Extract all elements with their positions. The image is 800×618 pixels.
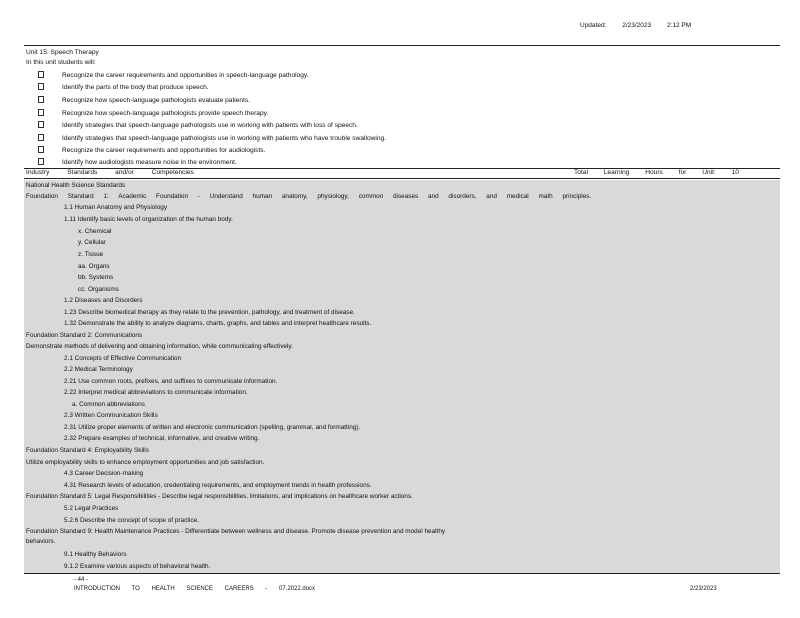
footer-date: 2/23/2023 bbox=[690, 586, 717, 592]
standard-row: Foundation Standard 9: Health Maintenance Practices - Differentiate between wellness and disease. Promote disease prevention and model healthy bbox=[26, 528, 446, 535]
industry-header bbox=[24, 168, 780, 179]
standard-row: 2.3 Written Communication Skills bbox=[64, 412, 158, 419]
total-hours: Total Learning Hours for Unit: 10 bbox=[574, 169, 739, 176]
updated-date: 2/23/2023 bbox=[622, 22, 652, 29]
standard-row: 2.31 Utilize proper elements of written and electronic communication (spelling, grammar, and formatting). bbox=[64, 424, 361, 431]
standard-row: 1.32 Demonstrate the ability to analyze diagrams, charts, graphs, and tables and interpret healthcare results. bbox=[64, 320, 372, 327]
page-number: - 44 - bbox=[74, 577, 89, 583]
checkbox-icon bbox=[38, 158, 44, 165]
objective: Identify strategies that speech-language pathologists use in working with patients with loss of speech. bbox=[38, 121, 358, 129]
checkbox-icon bbox=[38, 146, 44, 153]
standard-row: cc. Organisms bbox=[78, 286, 119, 293]
updated-time: 2:12 PM bbox=[666, 22, 692, 29]
unit-intro: In this unit students will: bbox=[26, 59, 96, 66]
objective: Identify the parts of the body that produce speech. bbox=[38, 83, 209, 91]
standard-row: 1.23 Describe biomedical therapy as they relate to the prevention, pathology, and treatment of disease. bbox=[64, 309, 355, 316]
standard-row: 2.1 Concepts of Effective Communication bbox=[64, 355, 182, 362]
updated-stamp bbox=[580, 22, 705, 29]
objective: Recognize how speech-language pathologists provide speech therapy. bbox=[38, 109, 268, 117]
checkbox-icon bbox=[38, 109, 44, 116]
standard-row: 4.3 Career Decision-making bbox=[64, 470, 144, 477]
objective: Identify how audiologists measure noise in the environment. bbox=[38, 158, 237, 166]
unit-title: Unit 15: Speech Therapy bbox=[26, 49, 99, 56]
standard-row: 5.2.6 Describe the concept of scope of practice. bbox=[64, 517, 199, 524]
standard-row: 1.2 Diseases and Disorders bbox=[64, 297, 143, 304]
checkbox-icon bbox=[38, 71, 44, 78]
standard-row: Foundation Standard 4: Employability Skills bbox=[26, 447, 149, 454]
objective: Recognize how speech-language pathologists evaluate patients. bbox=[38, 96, 250, 104]
objective: Recognize the career requirements and opportunities in speech-language pathology. bbox=[38, 71, 309, 79]
industry-label: Industry Standards and/or Competencies bbox=[26, 169, 194, 176]
standard-row: Utilize employability skills to enhance employment opportunities and job satisfaction. bbox=[26, 459, 265, 466]
checkbox-icon bbox=[38, 96, 44, 103]
standards-section bbox=[24, 180, 780, 574]
objective: Recognize the career requirements and opportunities for audiologists. bbox=[38, 146, 265, 154]
standard-row: x. Chemical bbox=[78, 228, 112, 235]
checkbox-icon bbox=[38, 121, 44, 128]
standard-row: 9.1.2 Examine various aspects of behavioral health. bbox=[64, 563, 211, 570]
standard-row: behaviors. bbox=[26, 538, 56, 545]
standard-row: Foundation Standard 5: Legal Responsibilities - Describe legal responsibilities, limitations, and implications on healthcare worker actions. bbox=[26, 493, 413, 500]
checkbox-icon bbox=[38, 83, 44, 90]
standard-row: 4.31 Research levels of education, credentialing requirements, and employment trends in health professions. bbox=[64, 482, 372, 489]
updated-label: Updated: bbox=[580, 22, 607, 29]
standard-row: Foundation Standard 2: Communications bbox=[26, 332, 143, 339]
standard-row: Demonstrate methods of delivering and obtaining information, while communicating effectively. bbox=[26, 343, 293, 350]
standard-row: Foundation Standard 1: Academic Foundation - Understand human anatomy, physiology, common diseases and disorders, and medical math principles. bbox=[26, 193, 592, 200]
standard-row: 2.21 Use common roots, prefixes, and suffixes to communicate information. bbox=[64, 378, 278, 385]
standard-row: 2.22 Interpret medical abbreviations to communicate information. bbox=[64, 389, 248, 396]
standard-row: 9.1 Healthy Behaviors bbox=[64, 551, 127, 558]
standard-row: bb. Systems bbox=[78, 274, 114, 281]
standard-row: 1.1 Human Anatomy and Physiology bbox=[64, 204, 168, 211]
nhss-heading: National Health Science Standards bbox=[26, 182, 126, 189]
standard-row: 5.2 Legal Practices bbox=[64, 505, 119, 512]
footer-document: INTRODUCTION TO HEALTH SCIENCE CAREERS - 07.2022.docx bbox=[74, 586, 316, 592]
standard-row: 2.2 Medical Terminology bbox=[64, 366, 133, 373]
checkbox-icon bbox=[38, 134, 44, 141]
standard-row: 2.32 Prepare examples of technical, informative, and creative writing. bbox=[64, 435, 260, 442]
standard-row: z. Tissue bbox=[78, 251, 104, 258]
objective: Identify strategies that speech-language pathologists use in working with patients who have trouble swallowing. bbox=[38, 134, 386, 142]
standard-row: y. Cellular bbox=[78, 239, 106, 246]
standard-row: aa. Organs bbox=[78, 263, 110, 270]
standard-row: a. Common abbreviations bbox=[72, 401, 145, 408]
unit-section bbox=[24, 45, 780, 169]
standard-row: 1.11 Identify basic levels of organization of the human body. bbox=[64, 216, 233, 223]
